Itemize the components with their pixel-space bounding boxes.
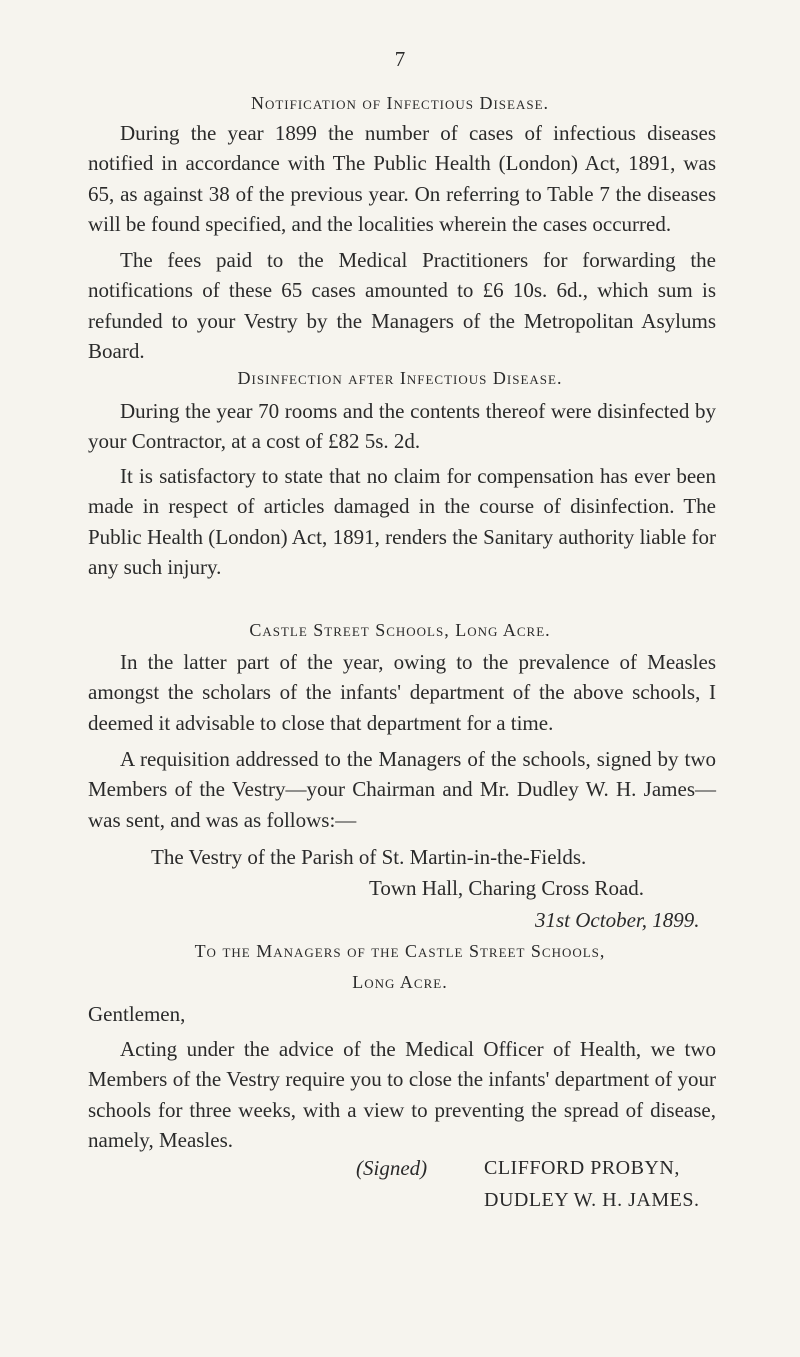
castle-street-paragraph-2: A requisition addressed to the Managers of the schools, signed by two Members of the Vestry—your Chairman and Mr. Dudley W. H. James—was sent, and was as follows:— xyxy=(88,747,716,832)
signatory-2: DUDLEY W. H. JAMES. xyxy=(484,1189,700,1211)
signatory-1: CLIFFORD PROBYN, xyxy=(484,1157,680,1179)
disinfection-paragraph-1: During the year 70 rooms and the contents thereof were disinfected by your Contractor, at a cost of £82 5s. 2d. xyxy=(88,399,716,454)
notification-heading: Notification of Infectious Disease. xyxy=(250,93,550,113)
notification-paragraph-1: During the year 1899 the number of cases of infectious diseases notified in accordance with The Public Health (London) Act, 1891, was 65, as against 38 of the previous year. On referring to Table 7 the diseases will be found specified, and the localities wherein the cases occurred. xyxy=(88,121,716,236)
disinfection-paragraph-2: It is satisfactory to state that no claim for compensation has ever been made in respect of articles damaged in the course of disinfection. The Public Health (London) Act, 1891, renders the Sanitary authority liable for any such injury. xyxy=(88,464,716,579)
letter-addressee-line-2: Long Acre. xyxy=(352,972,448,992)
letter-body: Acting under the advice of the Medical Officer of Health, we two Members of the Vestry require you to close the infants' department of your schools for three weeks, with a view to preventing the spread of disease, namely, Measles. xyxy=(88,1037,716,1152)
castle-street-heading: Castle Street Schools, Long Acre. xyxy=(249,620,551,640)
notification-paragraph-2: The fees paid to the Medical Practitioners for forwarding the notifications of these 65 cases amounted to £6 10s. 6d., which sum is refunded to your Vestry by the Managers of the Metropolitan Asylums Board. xyxy=(88,248,716,363)
letter-salutation: Gentlemen, xyxy=(88,1002,186,1026)
castle-street-paragraph-1: In the latter part of the year, owing to the prevalence of Measles amongst the scholars of the infants' department of the above schools, I deemed it advisable to close that department for a time. xyxy=(88,650,716,735)
letter-addressee-line-1: To the Managers of the Castle Street Schools, xyxy=(194,941,606,961)
disinfection-heading: Disinfection after Infectious Disease. xyxy=(237,368,563,388)
page-number: 7 xyxy=(394,47,406,71)
letter-from-line: The Vestry of the Parish of St. Martin-in-the-Fields. xyxy=(151,845,587,869)
letter-date: 31st October, 1899. xyxy=(535,908,700,932)
signed-label: (Signed) xyxy=(356,1156,428,1180)
letter-address: Town Hall, Charing Cross Road. xyxy=(369,876,645,900)
